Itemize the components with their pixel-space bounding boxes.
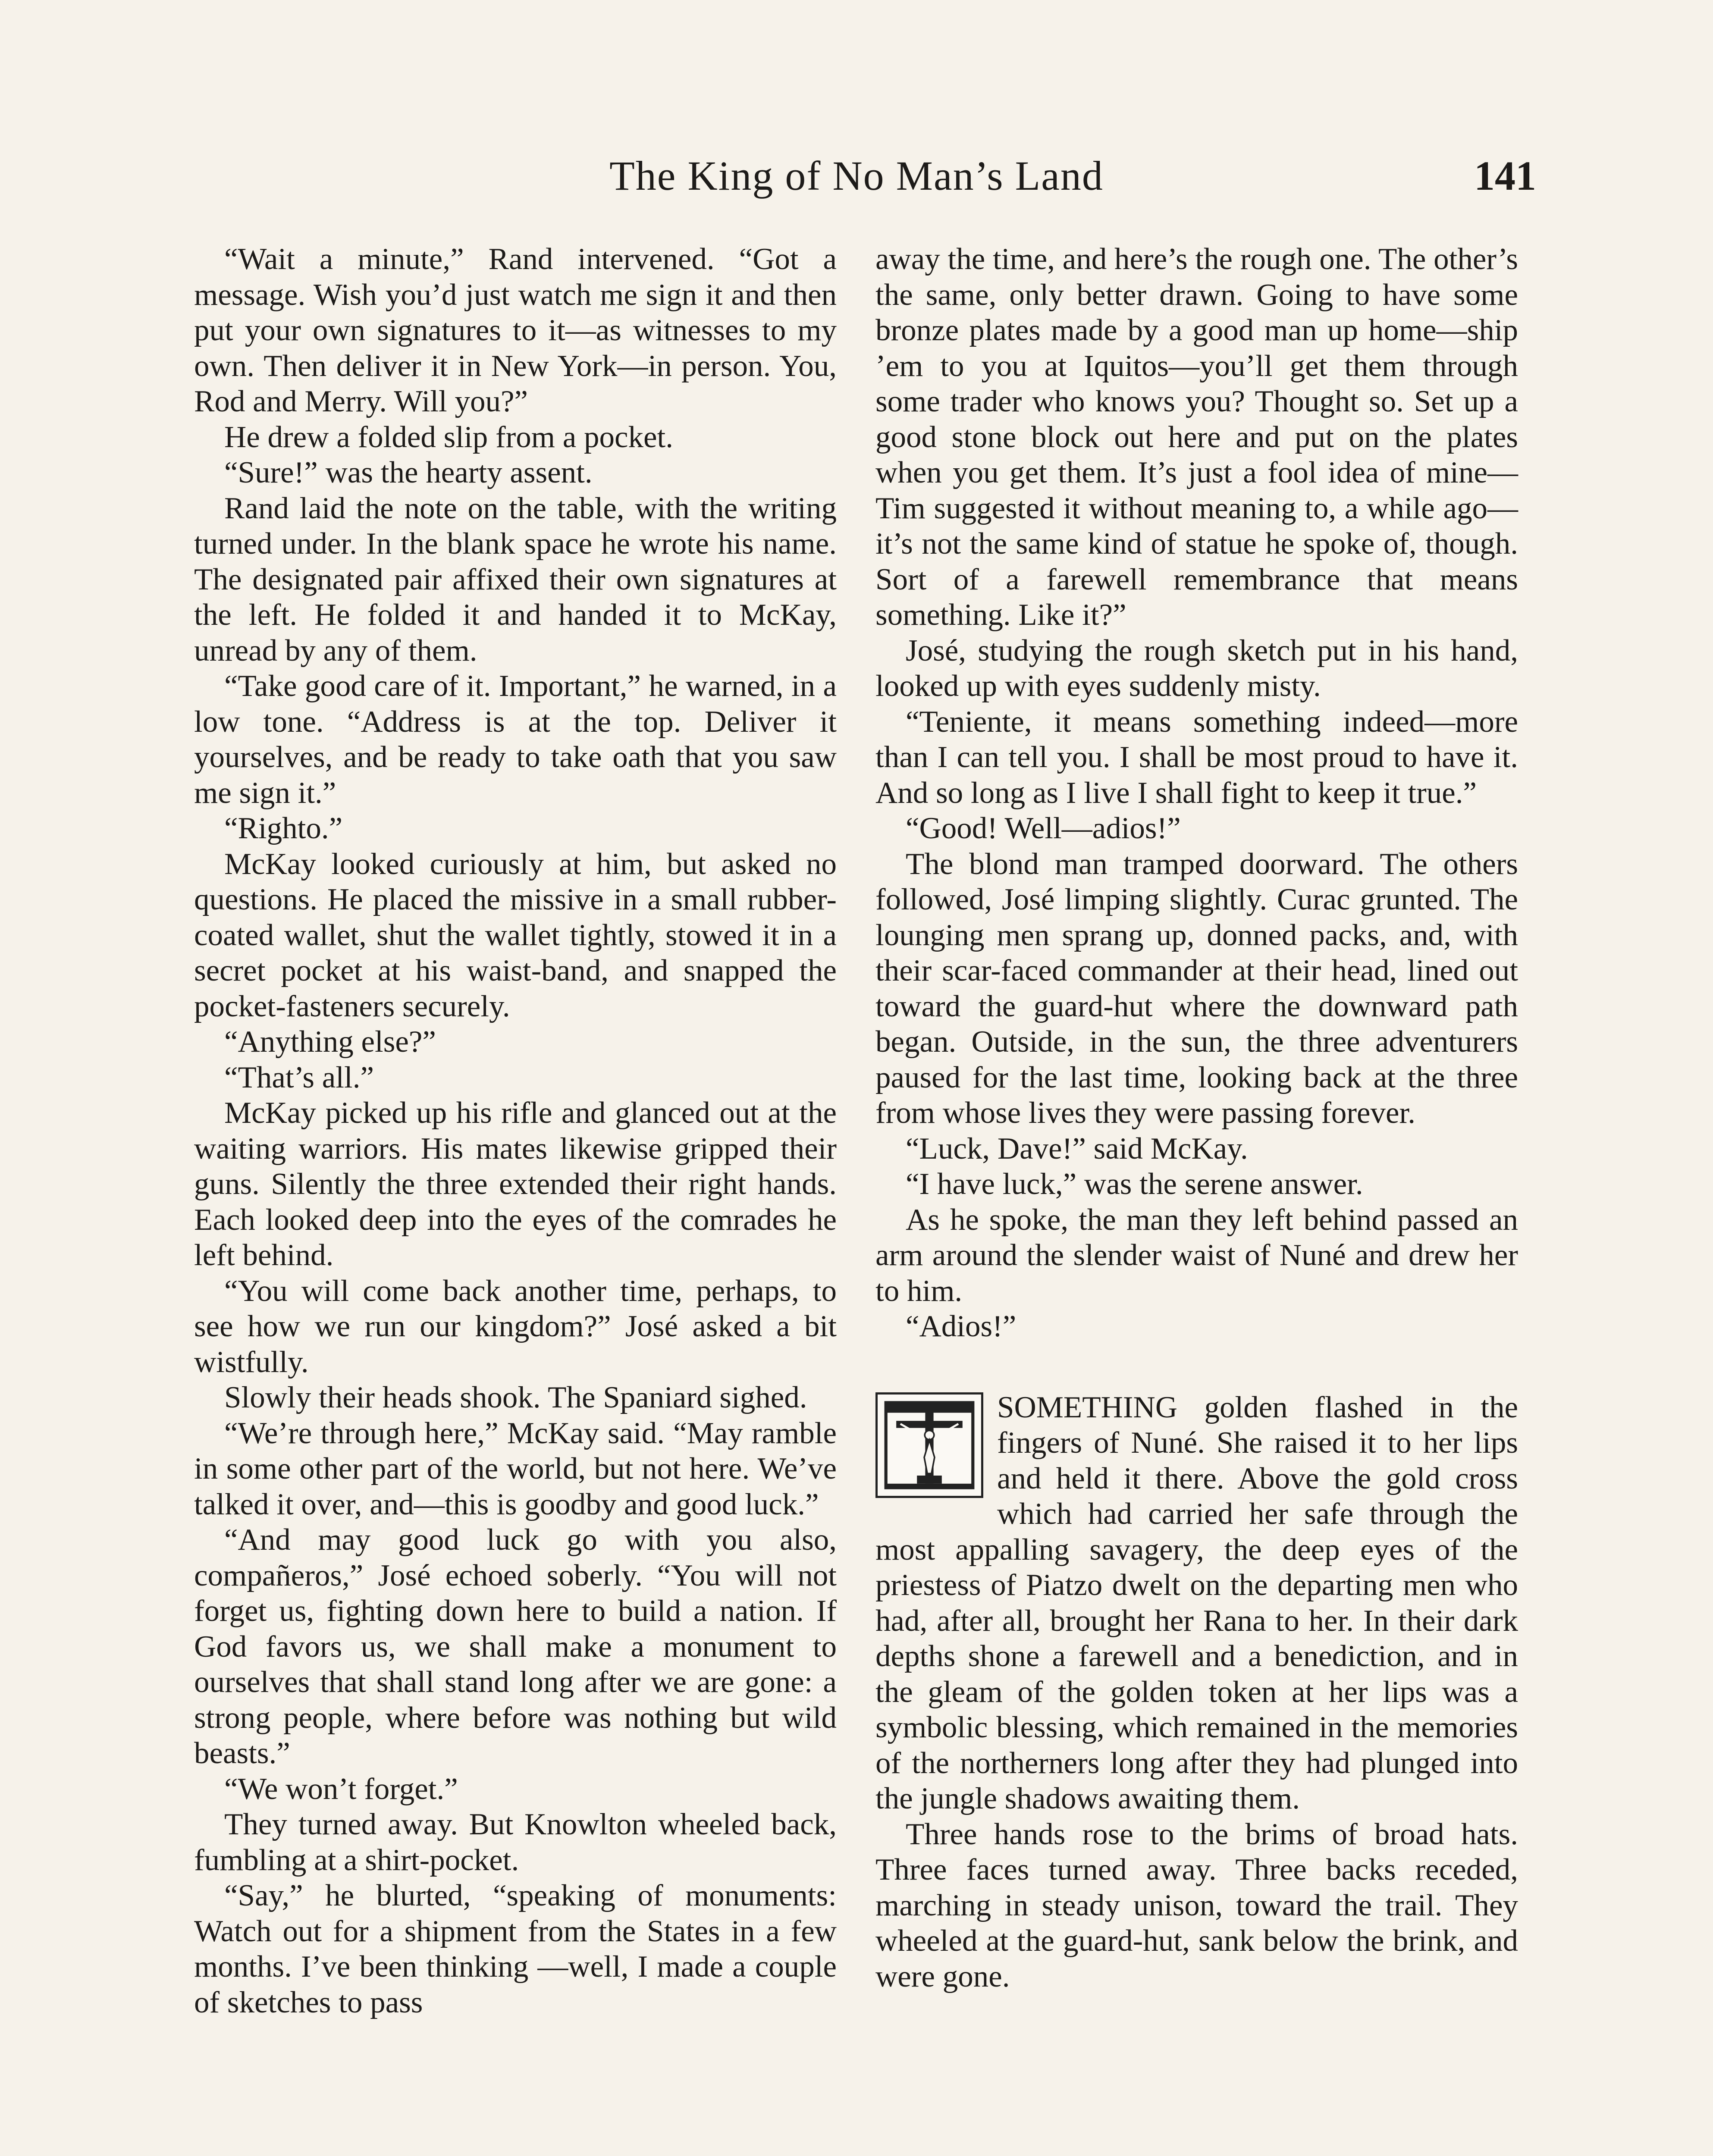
crucifix-icon <box>875 1392 983 1498</box>
page-number: 141 <box>1474 153 1536 199</box>
paragraph: “Good! Well—adios!” <box>906 812 1181 845</box>
right-column <box>875 241 1518 1994</box>
paragraph: “Righto.” <box>224 812 343 845</box>
paragraph: Rand laid the note on the table, with the writing turned under. In the blank space he wrote his name. The designated pair affixed their own signatures at the left. He folded it and handed it to McKay, unread by any of them. <box>194 491 837 667</box>
paragraph: McKay picked up his rifle and glanced out at the waiting warriors. His mates likewise gripped their guns. Silently the three extended their right hands. Each looked deep into the eyes of the comrades he left behind. <box>194 1096 837 1272</box>
paragraph: “Sure!” was the hearty assent. <box>224 456 593 489</box>
paragraph: away the time, and here’s the rough one. The other’s the same, only better drawn. Going to have some bronze plates made by a good man up home—ship ’em to you at Iquitos—you’ll get them through some trader who knows you? Thought so. Set up a good stone block out here and put on the plates when you get them. It’s just a fool idea of mine—Tim suggested it without meaning to, a while ago—it’s not the same kind of statue he spoke of, though. Sort of a farewell remembrance that means something. Like it?” <box>875 242 1518 632</box>
paragraph: The blond man tramped doorward. The others followed, José limping slightly. Curac grunted. The lounging men sprang up, donned packs, and, with their scar-faced commander at their head, lined out toward the guard-hut where the downward path began. Outside, in the sun, the three adventurers paused for the last time, looking back at the three from whose lives they were passing forever. <box>875 847 1518 1130</box>
closing-paragraph: Three hands rose to the brims of broad hats. Three faces turned away. Three backs receded, marching in steady unison, toward the trail. They wheeled at the guard-hut, sank below the brink, and were gone. <box>875 1817 1518 1993</box>
paragraph: “You will come back another time, perhaps, to see how we run our kingdom?” José asked a bit wistfully. <box>194 1274 837 1379</box>
paragraph: “We’re through here,” McKay said. “May ramble in some other part of the world, but not here. We’ve talked it over, and—this is goodby and good luck.” <box>194 1416 837 1521</box>
paragraph: He drew a folded slip from a pocket. <box>224 420 673 454</box>
running-head-title: The King of No Man’s Land <box>609 153 1104 199</box>
closing-section <box>875 1390 1518 1995</box>
closing-paragraph: SOMETHING golden flashed in the fingers of Nuné. She raised it to her lips and held it there. Above the gold cross which had carried her safe through the most appalling savagery, the deep eyes of the priestess of Piatzo dwelt on the departing men who had, after all, brought her Rana to her. In their dark depths shone a farewell and a benediction, and in the gleam of the golden token at her lips was a symbolic blessing, which remained in the memories of the northerners long after they had plunged into the jungle shadows awaiting them. <box>875 1390 1518 1815</box>
paragraph: As he spoke, the man they left behind passed an arm around the slender waist of Nuné and drew her to him. <box>875 1203 1518 1308</box>
paragraph: Slowly their heads shook. The Spaniard sighed. <box>224 1381 807 1414</box>
paragraph: “That’s all.” <box>224 1060 374 1094</box>
paragraph: “Say,” he blurted, “speaking of monuments: Watch out for a shipment from the States in a few months. I’ve been thinking —well, I made a couple of sketches to pass <box>194 1879 837 2019</box>
paragraph: José, studying the rough sketch put in his hand, looked up with eyes suddenly misty. <box>875 633 1518 703</box>
paragraph: McKay looked curiously at him, but asked no questions. He placed the missive in a small rubber-coated wallet, shut the wallet tightly, stowed it in a secret pocket at his waist-band, and snapped the pocket-fasteners securely. <box>194 847 837 1023</box>
paragraph: “I have luck,” was the serene answer. <box>906 1167 1363 1201</box>
paragraph: “Adios!” <box>906 1310 1017 1343</box>
paragraph: “We won’t forget.” <box>224 1772 458 1806</box>
left-column <box>194 241 837 2020</box>
paragraph: “Luck, Dave!” said McKay. <box>906 1131 1248 1166</box>
paragraph: “Anything else?” <box>224 1025 436 1059</box>
paragraph: “And may good luck go with you also, compañeros,” José echoed soberly. “You will not forget us, fighting down here to build a nation. If God favors us, we shall make a monument to ourselves that shall stand long after we are gone: a strong people, where before was nothing but wild beasts.” <box>194 1523 837 1770</box>
paragraph: “Wait a minute,” Rand intervened. “Got a message. Wish you’d just watch me sign it and then put your own signatures to it—as witnesses to my own. Then deliver it in New York—in person. You, Rod and Merry. Will you?” <box>194 242 837 418</box>
paragraph: “Take good care of it. Important,” he warned, in a low tone. “Address is at the top. Deliver it yourselves, and be ready to take oath that you saw me sign it.” <box>194 669 837 810</box>
paragraph: They turned away. But Knowlton wheeled back, fumbling at a shirt-pocket. <box>194 1808 837 1877</box>
paragraph: “Teniente, it means something indeed—more than I can tell you. I shall be most proud to have it. And so long as I live I shall fight to keep it true.” <box>875 705 1518 810</box>
